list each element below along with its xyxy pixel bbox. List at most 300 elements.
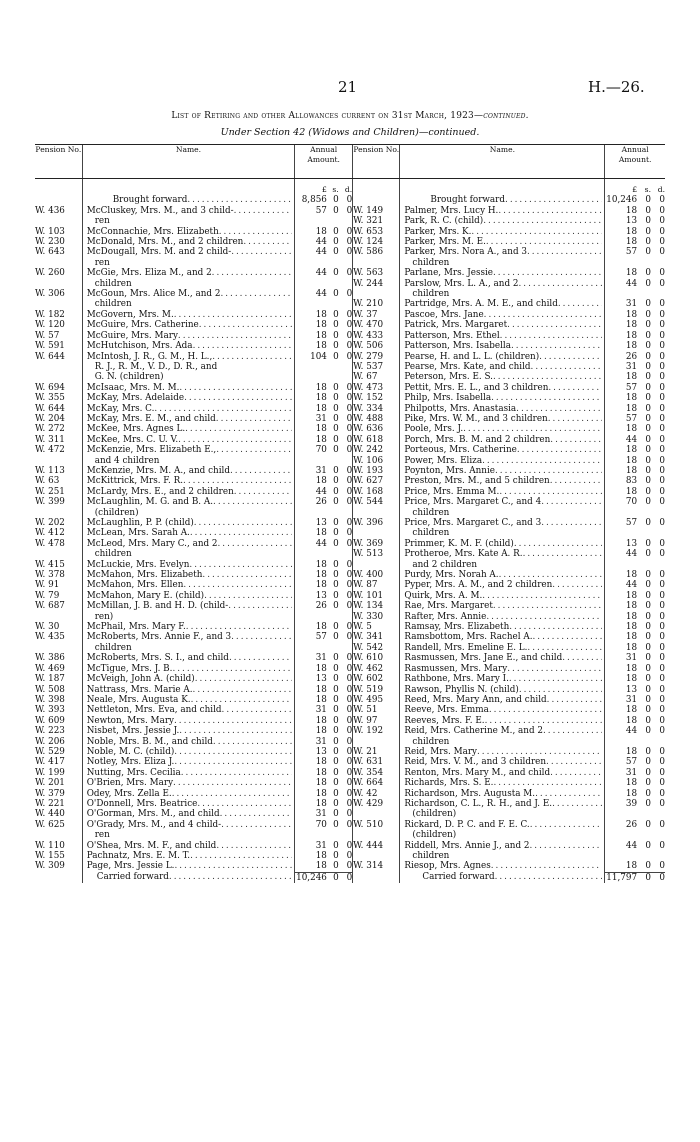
amount-pounds: 18 [295, 341, 327, 351]
amount-pence: 0 [659, 465, 665, 476]
pensioner-name: Rafter, Mrs. Annie [404, 611, 487, 622]
amount-pence: 0 [346, 309, 353, 320]
pensioner-name-cell [400, 820, 605, 830]
pensioner-name: Ramsbottom, Mrs. Rachel A. [404, 632, 533, 643]
amount-shillings: 0 [645, 382, 651, 393]
amount-shillings: 0 [333, 309, 339, 320]
pensioner-name: Poynton, Mrs. Annie [404, 465, 495, 476]
pension-number: W. 687 [35, 601, 65, 612]
pensioner-name: McKenzie, Mrs. M. A., and child [86, 465, 230, 476]
pensioner-name: Rae, Mrs. Margaret [404, 601, 493, 612]
carried-forward-pence: 0 [651, 872, 665, 883]
table-row [35, 851, 665, 861]
amount-pounds [605, 289, 637, 299]
amount-pence: 0 [659, 642, 665, 653]
amount-shillings: 0 [333, 445, 339, 456]
pensioner-name: Rasmussen, Mrs. Mary [404, 663, 508, 674]
pensioner-name: Richards, Mrs. S. E. [404, 778, 494, 789]
amount-pence: 0 [659, 424, 665, 435]
amount-shillings: 0 [645, 767, 651, 778]
pension-number: W. 251 [35, 486, 65, 497]
pension-number: W. 168 [353, 487, 400, 497]
amount-shillings: 0 [333, 528, 339, 539]
pension-number: W. 618 [353, 435, 400, 445]
amount-shillings: 0 [333, 684, 339, 695]
pensioner-name: Protheroe, Mrs. Kate A. R. [404, 549, 523, 560]
amount-shillings: 0 [333, 486, 339, 497]
table-row [35, 757, 665, 767]
pensioner-name: and 2 children [412, 559, 478, 570]
amount-pence [651, 809, 665, 819]
pensioner-name-cell [82, 279, 294, 289]
amount-pence: 0 [659, 226, 665, 237]
pensioner-name-cell [400, 716, 605, 726]
amount-shillings: 0 [645, 424, 651, 435]
table-row [35, 362, 665, 372]
document-reference: H.—26. [588, 78, 645, 96]
amount-pounds: 31 [605, 362, 637, 372]
pensioner-name: children [94, 549, 132, 560]
pension-number: W. 182 [35, 309, 65, 320]
pensioner-name-cell [400, 549, 605, 559]
pensioner-name-cell [82, 841, 294, 851]
amount-shillings: 0 [645, 861, 651, 872]
amount-pounds: 18 [295, 435, 327, 445]
pension-number: W. 472 [35, 445, 65, 456]
pension-number: W. 694 [35, 382, 65, 393]
amount-pence [651, 830, 665, 840]
pensioner-name-cell [82, 705, 294, 715]
col-header-annual-amount: Annual Amount. [605, 145, 665, 179]
pension-number: W. 396 [353, 518, 400, 528]
pensioner-name: McKay, Mrs. Adelaide [86, 393, 185, 404]
pension-number: W. 444 [353, 841, 400, 851]
pensioner-name: Nisbet, Mrs. Jessie J. [86, 726, 180, 737]
pensioner-name-cell [400, 851, 605, 861]
amount-pounds: 18 [605, 570, 637, 580]
amount-pounds: 18 [605, 487, 637, 497]
col-header-name: Name. [400, 145, 605, 179]
pensioner-name: McRoberts, Mrs. S. I., and child [86, 653, 229, 664]
table-row [35, 560, 665, 570]
pension-number: W. 42 [353, 789, 400, 799]
table-row [35, 435, 665, 445]
pensioner-name-cell [400, 695, 605, 705]
pensioner-name-cell [400, 393, 605, 403]
pensioner-name: Pascoe, Mrs. Jane [404, 309, 484, 320]
pensioner-name: Page, Mrs. Jessie L. [86, 861, 175, 872]
pensioner-name-cell [82, 445, 294, 455]
amount-shillings: 0 [645, 476, 651, 487]
pensioner-name: Pike, Mrs. W. M., and 3 children [404, 413, 548, 424]
brought-forward-pence: 0 [346, 195, 353, 206]
amount-shillings: 0 [333, 590, 339, 601]
amount-shillings [637, 830, 651, 840]
pensioner-name-cell [82, 612, 294, 622]
table-row [35, 352, 665, 362]
amount-shillings: 0 [333, 403, 339, 414]
pensioner-name-cell [400, 778, 605, 788]
amount-shillings: 0 [333, 851, 339, 861]
pensioner-name-cell [400, 268, 605, 278]
amount-pounds [605, 508, 637, 518]
amount-pence: 0 [346, 694, 353, 705]
amount-shillings: 0 [333, 341, 339, 352]
pensioner-name: Randell, Mrs. Emeline E. L. [404, 642, 528, 653]
pensioner-name-cell [400, 685, 605, 695]
pensioner-name: McDougall, Mrs. M. and 2 child- [86, 247, 232, 258]
amount-pounds: 18 [605, 747, 637, 757]
pension-number: W. 440 [35, 809, 65, 820]
amount-pence [339, 299, 353, 309]
amount-pence: 0 [659, 767, 665, 778]
pension-number: W. 519 [353, 685, 400, 695]
pensioner-name-cell [400, 476, 605, 486]
amount-pence: 0 [346, 705, 353, 716]
pensioner-name: Pyper, Mrs. A. M., and 2 children [404, 580, 553, 591]
carried-forward-pence: 0 [339, 872, 353, 883]
amount-shillings: 0 [333, 580, 339, 591]
amount-pounds: 44 [295, 247, 327, 257]
table-row [35, 487, 665, 497]
pensioner-name-cell [82, 227, 294, 237]
amount-pounds: 57 [295, 632, 327, 642]
amount-pence: 0 [346, 778, 353, 789]
pension-number: W. 644 [35, 351, 65, 362]
pensioner-name: Parker, Mrs. K. [404, 226, 472, 237]
amount-pounds: 83 [605, 476, 637, 486]
pensioner-name: Palmer, Mrs. Lucy H. [404, 205, 499, 216]
amount-pence [339, 830, 353, 840]
pension-number: W. 495 [353, 695, 400, 705]
pensioner-name: Nettleton, Mrs. Eva, and child [86, 705, 222, 716]
table-row [35, 320, 665, 330]
pension-number: W. 379 [35, 788, 65, 799]
amount-pounds: 31 [605, 299, 637, 309]
pensioner-name: Preston, Mrs. M., and 5 children [404, 476, 550, 487]
pensioner-name: McGovern, Mrs. M. [86, 309, 174, 320]
amount-shillings: 0 [645, 299, 651, 310]
pensioner-name-cell [400, 414, 605, 424]
amount-pounds: 18 [605, 664, 637, 674]
pensioner-name: Rathbone, Mrs. Mary I. [404, 674, 509, 685]
pension-number: W. 87 [353, 580, 400, 590]
carried-forward-shillings: 0 [637, 872, 651, 883]
pounds-unit: £ [605, 185, 637, 195]
amount-shillings: 0 [645, 403, 651, 414]
pension-number: W. 591 [35, 341, 65, 352]
pensioner-name: children [412, 851, 450, 861]
pensioner-name: Park, R. C. (child) [404, 216, 484, 227]
table-row [35, 601, 665, 611]
pensioner-name: Rasmussen, Mrs. Jane E., and child [404, 653, 563, 664]
pension-number: W. 609 [35, 715, 65, 726]
pension-number [35, 372, 82, 382]
amount-shillings: 0 [645, 632, 651, 643]
amount-shillings: 0 [333, 497, 339, 508]
amount-pence: 0 [659, 372, 665, 383]
amount-shillings: 0 [645, 653, 651, 664]
pensioner-name: Philpotts, Mrs. Anastasia [404, 403, 517, 414]
pensioner-name-cell [400, 799, 605, 809]
pension-number: W. 272 [35, 424, 65, 435]
pensioner-name-cell [82, 456, 294, 466]
amount-pounds: 44 [605, 841, 637, 851]
amount-pounds: 18 [295, 851, 327, 861]
table-row [35, 570, 665, 580]
amount-pounds: 18 [295, 789, 327, 799]
pension-number: W. 230 [35, 237, 65, 248]
pension-number: W. 513 [353, 549, 400, 559]
amount-pence: 0 [346, 788, 353, 799]
amount-pounds: 31 [295, 841, 327, 851]
amount-pence: 0 [659, 216, 665, 227]
amount-pounds: 18 [295, 757, 327, 767]
amount-shillings [327, 508, 339, 518]
amount-pence: 0 [346, 798, 353, 809]
amount-shillings: 0 [645, 341, 651, 352]
pence-unit: d. [657, 185, 665, 194]
table-row [35, 664, 665, 674]
pensioner-name-cell [400, 331, 605, 341]
pensioner-name-cell [400, 539, 605, 549]
amount-shillings [637, 737, 651, 747]
pension-number: W. 124 [353, 237, 400, 247]
amount-pence [339, 362, 353, 372]
table-row [35, 404, 665, 414]
amount-shillings [637, 528, 651, 538]
pension-number [353, 737, 400, 747]
pensioner-name-cell [82, 424, 294, 434]
amount-pounds: 26 [605, 352, 637, 362]
table-row [35, 227, 665, 237]
amount-shillings [637, 258, 651, 268]
table-row [35, 424, 665, 434]
header-row [35, 145, 665, 179]
amount-shillings: 0 [333, 840, 339, 851]
amount-pence: 0 [346, 403, 353, 414]
amount-shillings [327, 549, 339, 559]
brought-forward-pounds: 8,856 [295, 195, 327, 205]
pensioner-name-cell [82, 518, 294, 528]
pensioner-name-cell [400, 518, 605, 528]
pensioner-name: (children) [412, 809, 457, 820]
amount-pence [651, 289, 665, 299]
pension-number [353, 809, 400, 819]
pensioner-name: Riddell, Mrs. Annie J., and 2 [404, 840, 530, 851]
amount-pounds: 44 [605, 549, 637, 559]
pensioner-name-cell [400, 227, 605, 237]
amount-pence: 0 [346, 330, 353, 341]
amount-pounds: 18 [605, 643, 637, 653]
amount-pence: 0 [659, 580, 665, 591]
amount-pounds [295, 299, 327, 309]
amount-pence: 0 [659, 538, 665, 549]
pension-number: W. 21 [353, 747, 400, 757]
pensioner-name-cell [82, 570, 294, 580]
amount-pounds: 18 [605, 237, 637, 247]
amount-pence [651, 737, 665, 747]
amount-pounds: 57 [605, 518, 637, 528]
pensioner-name-cell [82, 549, 294, 559]
amount-pounds [605, 258, 637, 268]
amount-pence: 0 [346, 809, 353, 820]
amount-shillings: 0 [333, 674, 339, 685]
pensioner-name: Purdy, Mrs. Norah A. [404, 570, 499, 581]
amount-pence: 0 [346, 382, 353, 393]
amount-pounds: 18 [295, 716, 327, 726]
pension-number: W. 199 [35, 767, 65, 778]
pensioner-name: children [412, 528, 450, 539]
amount-shillings: 0 [645, 486, 651, 497]
amount-pence: 0 [659, 309, 665, 320]
pensioner-name-cell [82, 685, 294, 695]
amount-pence: 0 [659, 778, 665, 789]
amount-pence: 0 [346, 226, 353, 237]
pensioner-name-cell [82, 809, 294, 819]
pensioner-name-cell [82, 861, 294, 872]
pensioner-name: McLaughlin, P. P. (child) [86, 518, 194, 528]
brought-forward-shillings: 0 [333, 195, 339, 206]
pensioner-name-cell [400, 456, 605, 466]
amount-pence: 0 [346, 538, 353, 549]
pensioner-name: McKee, Mrs. C. U. V. [86, 434, 179, 445]
amount-shillings: 0 [645, 601, 651, 612]
pensioner-name-cell [82, 362, 294, 372]
amount-shillings: 0 [645, 590, 651, 601]
amount-shillings: 0 [645, 247, 651, 258]
amount-pounds: 18 [605, 789, 637, 799]
table-row [35, 341, 665, 351]
pensioner-name: Porch, Mrs. B. M. and 2 children [404, 434, 551, 445]
pension-number: W. 542 [353, 643, 400, 653]
pensioner-name: McKay, Mrs. C. [86, 403, 155, 414]
amount-pounds [295, 549, 327, 559]
pensioner-name-cell [82, 206, 294, 216]
amount-pence: 0 [659, 413, 665, 424]
amount-shillings: 0 [645, 309, 651, 320]
amount-pounds [605, 737, 637, 747]
carried-forward-label: Carried forward [422, 872, 495, 883]
amount-shillings: 0 [645, 684, 651, 695]
amount-pounds: 18 [605, 372, 637, 382]
pensioner-name: Rickard, D. P. C. and F. E. C. [404, 819, 530, 830]
amount-pounds [605, 528, 637, 538]
amount-shillings [327, 258, 339, 268]
amount-shillings: 0 [333, 268, 339, 279]
amount-pence [339, 508, 353, 518]
amount-pounds: 18 [605, 778, 637, 788]
amount-pounds: 13 [605, 539, 637, 549]
amount-shillings: 0 [333, 205, 339, 216]
pension-number [35, 508, 82, 518]
pension-number: W. 400 [353, 570, 400, 580]
pensioner-name: children [94, 299, 132, 310]
pension-number: W. 643 [35, 247, 65, 258]
amount-shillings: 0 [333, 632, 339, 643]
amount-pence: 0 [346, 465, 353, 476]
amount-pence: 0 [346, 476, 353, 487]
amount-pounds: 18 [295, 320, 327, 330]
pension-number: W. 386 [35, 653, 65, 664]
amount-pence: 0 [346, 632, 353, 643]
amount-pence: 0 [659, 382, 665, 393]
pensioner-name-cell [82, 643, 294, 653]
pension-number: W. 193 [353, 466, 400, 476]
pension-number: W. 399 [35, 497, 65, 508]
amount-shillings: 0 [645, 351, 651, 362]
pensioner-name: McLuckie, Mrs. Evelyn [86, 559, 190, 570]
amount-pounds: 44 [605, 726, 637, 736]
amount-pence: 0 [346, 590, 353, 601]
table-row [35, 279, 665, 289]
amount-shillings: 0 [645, 278, 651, 289]
amount-pence [339, 258, 353, 268]
pension-number: W. 415 [35, 559, 65, 570]
amount-pounds: 18 [295, 768, 327, 778]
pensioner-name-cell [82, 591, 294, 601]
amount-pence: 0 [659, 455, 665, 466]
amount-pence: 0 [659, 694, 665, 705]
pension-number [35, 612, 82, 622]
pensioner-name: Power, Mrs. Eliza [404, 455, 483, 466]
amount-shillings: 0 [333, 778, 339, 789]
pensioner-name-cell [82, 737, 294, 747]
amount-pounds [605, 560, 637, 570]
amount-shillings: 0 [333, 694, 339, 705]
amount-pence: 0 [659, 622, 665, 633]
pension-number: W. 106 [353, 456, 400, 466]
amount-pence: 0 [659, 330, 665, 341]
amount-pence: 0 [346, 268, 353, 279]
amount-shillings: 0 [333, 715, 339, 726]
pension-number: W. 279 [353, 352, 400, 362]
amount-pounds [295, 643, 327, 653]
amount-pounds: 31 [295, 737, 327, 747]
shillings-unit: s. [332, 185, 339, 194]
pensioner-name-cell [400, 726, 605, 736]
table-subtitle: Under Section 42 (Widows and Children)—continued. [220, 127, 480, 138]
amount-pounds: 31 [295, 414, 327, 424]
table-row [35, 258, 665, 268]
amount-shillings: 0 [645, 757, 651, 768]
amount-pounds: 44 [295, 539, 327, 549]
table-row [35, 789, 665, 799]
pensioner-name-cell [82, 216, 294, 226]
amount-pence [339, 279, 353, 289]
pensioner-name-cell [82, 674, 294, 684]
amount-shillings: 0 [645, 372, 651, 383]
pensioner-name: Newton, Mrs. Mary [86, 715, 174, 726]
amount-shillings: 0 [645, 580, 651, 591]
pension-number: W. 586 [353, 247, 400, 257]
pension-number: W. 134 [353, 601, 400, 611]
pensioner-name: Partridge, Mrs. A. M. E., and child [404, 299, 558, 310]
brought-forward-label: Brought forward [430, 195, 506, 206]
pension-number: W. 223 [35, 726, 65, 737]
amount-shillings: 0 [645, 622, 651, 633]
amount-pence: 0 [346, 413, 353, 424]
pension-number: W. 204 [35, 413, 65, 424]
pension-number: W. 311 [35, 434, 65, 445]
table-row [35, 632, 665, 642]
amount-pence: 0 [659, 393, 665, 404]
pensioner-name: McHutchison, Mrs. Ada [86, 341, 193, 352]
amount-pence: 0 [346, 684, 353, 695]
pensioner-name: Reed, Mrs. Mary Ann, and child [404, 694, 547, 705]
table-row [35, 799, 665, 809]
amount-pounds: 44 [295, 237, 327, 247]
